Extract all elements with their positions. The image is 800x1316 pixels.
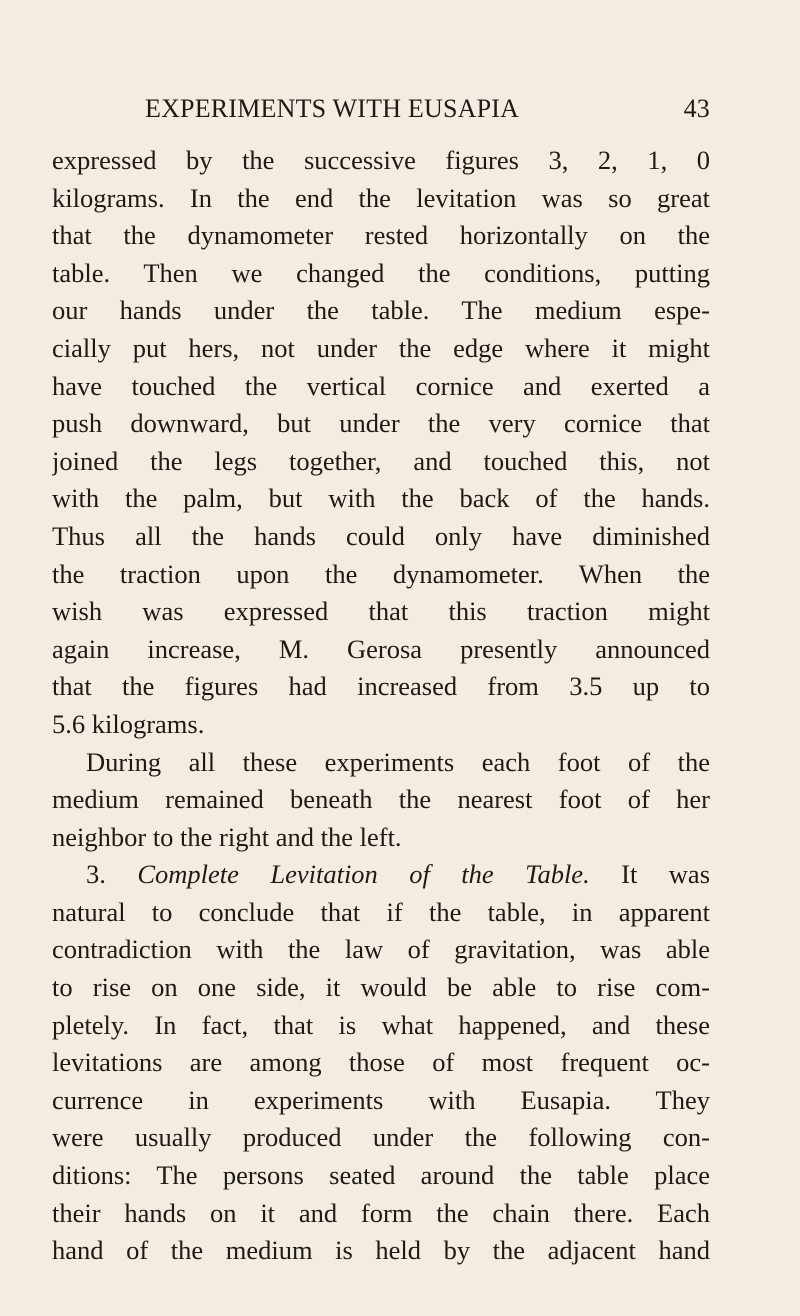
text-line: neighbor to the right and the left. xyxy=(52,821,402,852)
text-line: During all these experiments each foot of the xyxy=(86,746,710,777)
text-line: levitations are among those of most frequent oc- xyxy=(52,1047,710,1078)
text-line: wish was expressed that this traction might xyxy=(52,596,710,627)
text-line: natural to conclude that if the table, in apparent xyxy=(52,896,710,927)
page-number: 43 xyxy=(683,94,710,123)
text-line: that the figures had increased from 3.5 up to xyxy=(52,671,710,702)
text-line: their hands on it and form the chain there. Each xyxy=(52,1197,710,1228)
running-head xyxy=(145,94,710,134)
text-line: kilograms. In the end the levitation was so great xyxy=(52,182,710,213)
text-line: that the dynamometer rested horizontally on the xyxy=(52,220,710,251)
section-number: 3. xyxy=(86,859,106,890)
text-line: were usually produced under the following con- xyxy=(52,1122,710,1153)
section-heading-line xyxy=(52,856,710,894)
text-line: contradiction with the law of gravitation, was able xyxy=(52,934,710,965)
text-line: ditions: The persons seated around the table place xyxy=(52,1160,710,1191)
text-line: again increase, M. Gerosa presently announced xyxy=(52,633,710,664)
text-line: table. Then we changed the conditions, putting xyxy=(52,257,710,288)
text-line: cially put hers, not under the edge where it might xyxy=(52,332,710,363)
text-line: hand of the medium is held by the adjacent hand xyxy=(52,1235,710,1266)
text-line: currence in experiments with Eusapia. They xyxy=(52,1084,710,1115)
text-line: our hands under the table. The medium espe- xyxy=(52,295,710,326)
section-lead-text: It was xyxy=(621,859,710,890)
text-line: the traction upon the dynamometer. When the xyxy=(52,558,710,589)
text-line: with the palm, but with the back of the hands. xyxy=(52,483,710,514)
text-line: joined the legs together, and touched this, not xyxy=(52,445,710,476)
text-line: push downward, but under the very cornice that xyxy=(52,408,710,439)
section-title: Complete Levitation of the Table. xyxy=(137,859,590,890)
text-line: to rise on one side, it would be able to rise com- xyxy=(52,972,710,1003)
text-line: Thus all the hands could only have diminished xyxy=(52,520,710,551)
text-line: have touched the vertical cornice and exerted a xyxy=(52,370,710,401)
running-title: EXPERIMENTS WITH EUSAPIA xyxy=(145,94,520,123)
text-line: 5.6 kilograms. xyxy=(52,708,205,739)
text-line: pletely. In fact, that is what happened, and these xyxy=(52,1009,710,1040)
body-text xyxy=(52,142,710,1270)
text-line: medium remained beneath the nearest foot of her xyxy=(52,784,710,815)
text-line: expressed by the successive figures 3, 2, 1, 0 xyxy=(52,145,710,175)
